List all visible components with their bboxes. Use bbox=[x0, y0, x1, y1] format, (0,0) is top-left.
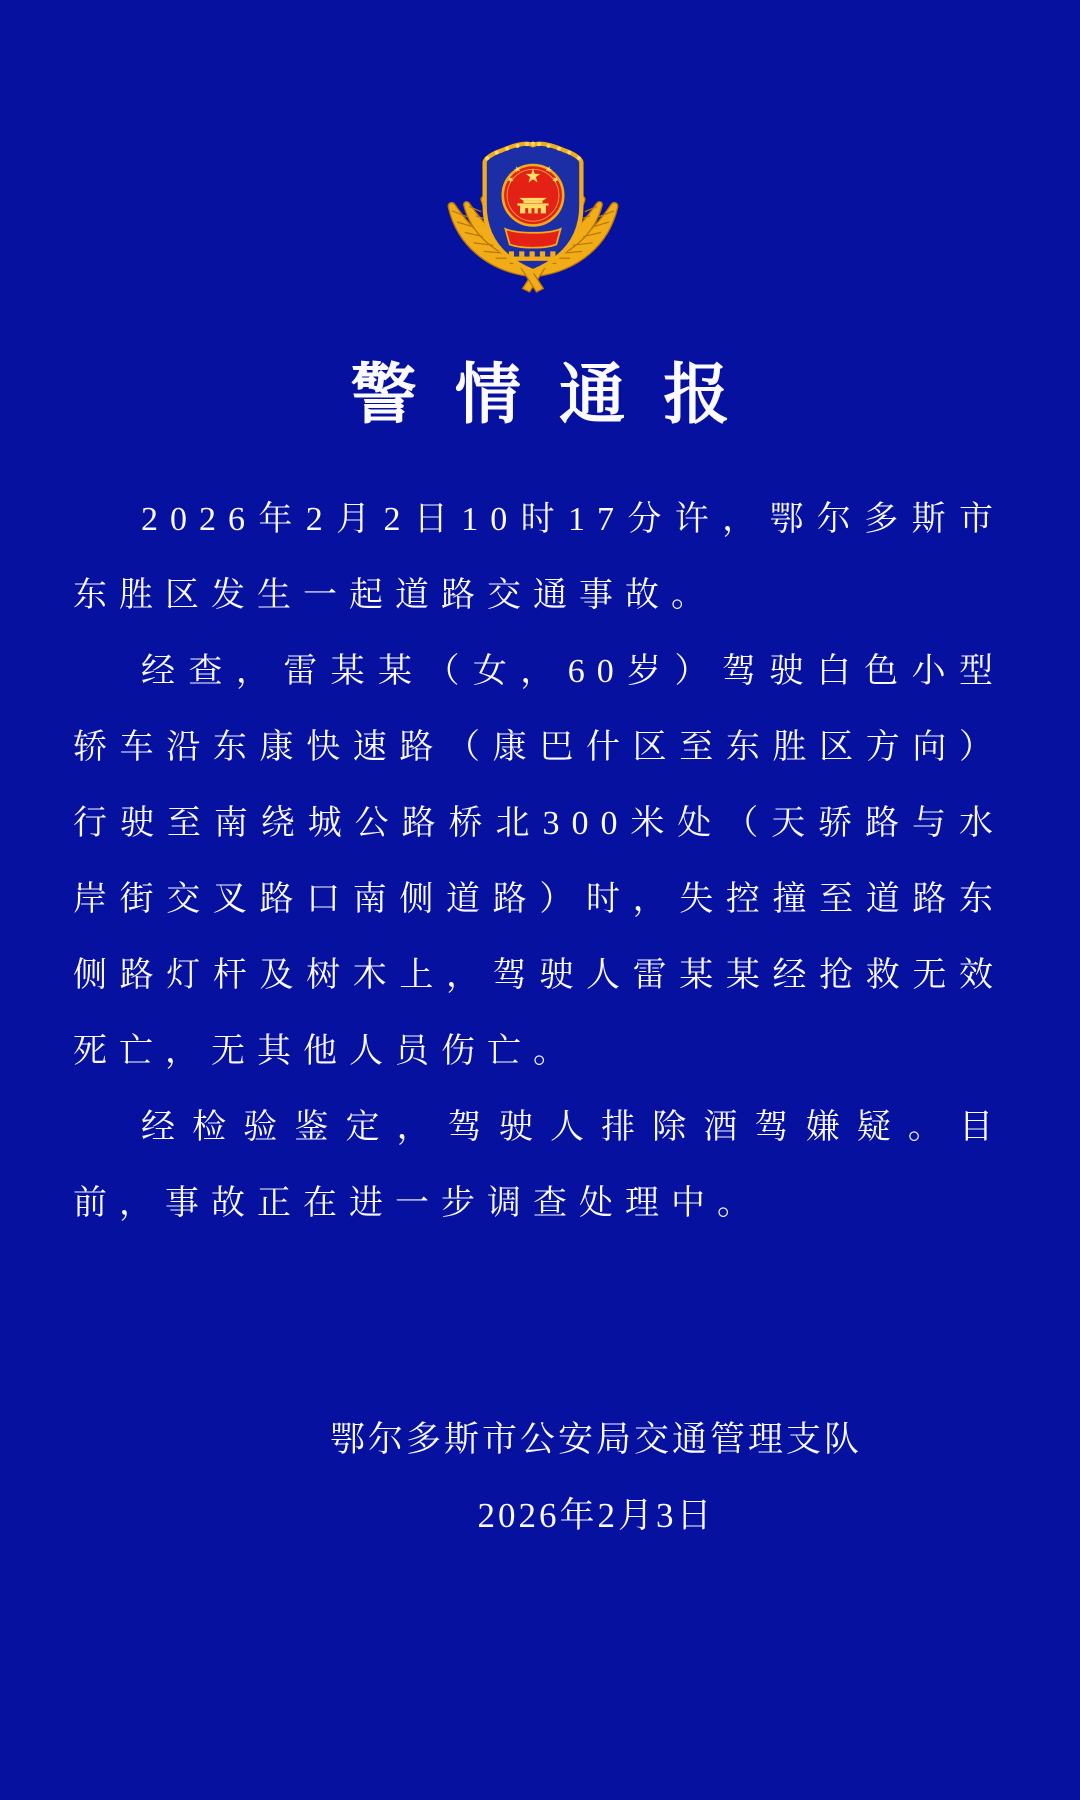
notice-paragraph-2: 经查，雷某某（女，60岁）驾驶白色小型轿车沿东康快速路（康巴什区至东胜区方向）行驶至南绕城公路桥北300米处（天骄路与水岸街交叉路口南侧道路）时，失控撞至道路东侧路灯杆及树木上，驾驶人雷某某经抢救无效死亡，无其他人员伤亡。 bbox=[73, 653, 1005, 1070]
notice-body bbox=[73, 482, 1005, 1242]
notice-paragraph-3: 经检验鉴定，驾驶人排除酒驾嫌疑。目前，事故正在进一步调查处理中。 bbox=[73, 1109, 1005, 1222]
notice-date: 2026年2月3日 bbox=[477, 1496, 715, 1535]
issuing-authority: 鄂尔多斯市公安局交通管理支队 bbox=[329, 1420, 862, 1459]
notice-footer bbox=[330, 1402, 862, 1554]
notice-paragraph-1: 2026年2月2日10时17分许，鄂尔多斯市东胜区发生一起道路交通事故。 bbox=[73, 501, 1005, 614]
police-badge-icon bbox=[438, 126, 628, 299]
notice-title: 警情通报 bbox=[350, 359, 768, 432]
